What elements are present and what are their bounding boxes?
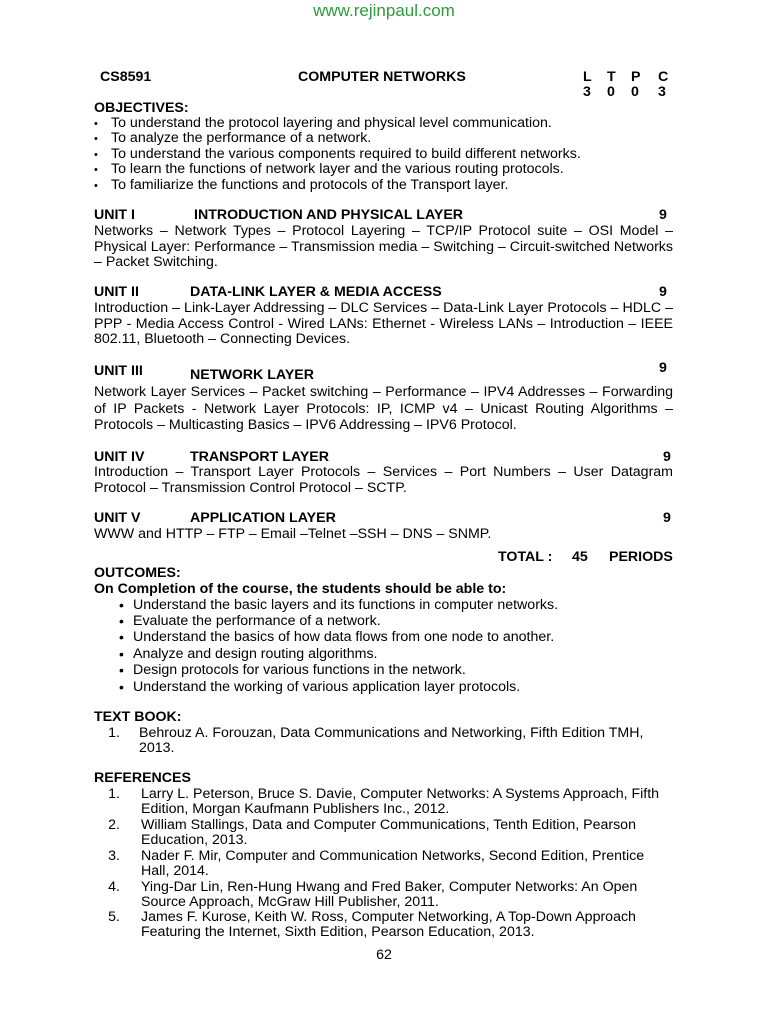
bullet-icon: • bbox=[94, 164, 98, 176]
unit-title: TRANSPORT LAYER bbox=[190, 449, 329, 465]
item-text-line1: William Stallings, Data and Computer Communications, Tenth Edition, Pearson bbox=[141, 817, 636, 833]
item-text-line2: Source Approach, McGraw Hill Publisher, 2011. bbox=[141, 894, 439, 910]
objectives-heading: OBJECTIVES: bbox=[94, 100, 189, 116]
references-heading: REFERENCES bbox=[94, 770, 191, 786]
outcome-text: Evaluate the performance of a network. bbox=[133, 613, 381, 629]
item-text-line1: James F. Kurose, Keith W. Ross, Computer Networking, A Top-Down Approach bbox=[141, 909, 636, 925]
bullet-icon: • bbox=[94, 180, 98, 192]
website-link[interactable]: www.rejinpaul.com bbox=[313, 1, 455, 20]
unit-title: APPLICATION LAYER bbox=[190, 510, 336, 526]
ltpc-value-c: 3 bbox=[658, 84, 666, 100]
bullet-icon: • bbox=[94, 133, 98, 145]
outcomes-heading: OUTCOMES: bbox=[94, 565, 181, 581]
total-label: TOTAL : bbox=[498, 549, 553, 565]
bullet-icon: • bbox=[119, 597, 124, 613]
page-number: 62 bbox=[376, 947, 392, 963]
unit-body: Network Layer Services – Packet switching – Performance – IPV4 Addresses – Forwarding of IP Packets - Network Layer Protocols: IP, ICMP v4 – Unicast Routing Algorithms – Protocols – Multicasting Basics – IPV6 Addressing – IPV6 Protocol. bbox=[94, 384, 673, 433]
bullet-icon: • bbox=[119, 662, 124, 678]
item-text-line1: Ying-Dar Lin, Ren-Hung Hwang and Fred Baker, Computer Networks: An Open bbox=[141, 879, 638, 895]
ltpc-value-l: 3 bbox=[583, 84, 591, 100]
course-code: CS8591 bbox=[100, 69, 152, 85]
unit-body: Introduction – Link-Layer Addressing – DLC Services – Data-Link Layer Protocols – HDLC – PPP - Media Access Control - Wired LANs: Ethernet - Wireless LANs – Introduction – IEEE 802.11, Bluetooth – Connecting Devices. bbox=[94, 300, 673, 347]
outcome-text: Understand the working of various application layer protocols. bbox=[133, 679, 521, 695]
textbook-heading: TEXT BOOK: bbox=[94, 709, 182, 725]
unit-hours: 9 bbox=[663, 510, 671, 526]
item-text-line2: Featuring the Internet, Sixth Edition, Pearson Education, 2013. bbox=[141, 924, 535, 940]
outcome-text: Understand the basic layers and its functions in computer networks. bbox=[133, 597, 559, 613]
unit-hours: 9 bbox=[659, 207, 667, 223]
unit-body: Introduction – Transport Layer Protocols – Services – Port Numbers – User Datagram Protocol – Transmission Control Protocol – SCTP. bbox=[94, 464, 673, 496]
item-text-line1: Larry L. Peterson, Bruce S. Davie, Computer Networks: A Systems Approach, Fifth bbox=[141, 786, 660, 802]
objective-text: To analyze the performance of a network. bbox=[111, 130, 372, 146]
unit-label: UNIT II bbox=[94, 284, 139, 300]
unit-label: UNIT V bbox=[94, 510, 141, 526]
item-number: 1. bbox=[108, 725, 120, 741]
objective-text: To understand the protocol layering and physical level communication. bbox=[111, 115, 552, 131]
outcome-text: Design protocols for various functions in the network. bbox=[133, 662, 466, 678]
item-number: 2. bbox=[108, 817, 120, 833]
bullet-icon: • bbox=[94, 149, 98, 161]
ltpc-value-p: 0 bbox=[631, 84, 639, 100]
item-number: 1. bbox=[108, 786, 120, 802]
unit-hours: 9 bbox=[663, 449, 671, 465]
unit-title: DATA-LINK LAYER & MEDIA ACCESS bbox=[190, 284, 442, 300]
ltpc-label-t: T bbox=[607, 69, 616, 85]
unit-title: NETWORK LAYER bbox=[190, 367, 315, 383]
objective-text: To familiarize the functions and protocols of the Transport layer. bbox=[111, 177, 509, 193]
unit-body: Networks – Network Types – Protocol Layering – TCP/IP Protocol suite – OSI Model – Physical Layer: Performance – Transmission media – Switching – Circuit-switched Networks – Packet Switching. bbox=[94, 223, 673, 270]
unit-body: WWW and HTTP – FTP – Email –Telnet –SSH – DNS – SNMP. bbox=[94, 526, 492, 542]
course-title: COMPUTER NETWORKS bbox=[298, 69, 466, 85]
objective-text: To learn the functions of network layer and the various routing protocols. bbox=[111, 161, 564, 177]
unit-label: UNIT III bbox=[94, 363, 143, 379]
ltpc-label-c: C bbox=[658, 69, 669, 85]
item-number: 4. bbox=[108, 879, 120, 895]
ltpc-label-l: L bbox=[583, 69, 592, 85]
bullet-icon: • bbox=[119, 646, 124, 662]
item-number: 5. bbox=[108, 909, 120, 925]
item-text-line2: 2013. bbox=[139, 740, 175, 756]
item-text-line1: Nader F. Mir, Computer and Communication Networks, Second Edition, Prentice bbox=[141, 848, 645, 864]
outcomes-intro: On Completion of the course, the students should be able to: bbox=[94, 581, 507, 597]
bullet-icon: • bbox=[119, 613, 124, 629]
unit-title: INTRODUCTION AND PHYSICAL LAYER bbox=[194, 207, 464, 223]
total-value: 45 bbox=[572, 549, 588, 565]
bullet-icon: • bbox=[119, 629, 124, 645]
item-number: 3. bbox=[108, 848, 120, 864]
outcome-text: Analyze and design routing algorithms. bbox=[133, 646, 378, 662]
objective-text: To understand the various components required to build different networks. bbox=[111, 146, 581, 162]
unit-label: UNIT I bbox=[94, 207, 135, 223]
ltpc-label-p: P bbox=[631, 69, 641, 85]
total-unit: PERIODS bbox=[609, 549, 673, 565]
bullet-icon: • bbox=[94, 118, 98, 130]
item-text-line2: Hall, 2014. bbox=[141, 863, 209, 879]
unit-hours: 9 bbox=[659, 284, 667, 300]
bullet-icon: • bbox=[119, 679, 124, 695]
unit-label: UNIT IV bbox=[94, 449, 145, 465]
ltpc-value-t: 0 bbox=[607, 84, 615, 100]
item-text-line2: Education, 2013. bbox=[141, 832, 248, 848]
unit-hours: 9 bbox=[659, 360, 667, 376]
item-text-line1: Behrouz A. Forouzan, Data Communications and Networking, Fifth Edition TMH, bbox=[139, 725, 644, 741]
outcome-text: Understand the basics of how data flows from one node to another. bbox=[133, 629, 555, 645]
item-text-line2: Edition, Morgan Kaufmann Publishers Inc., 2012. bbox=[141, 801, 450, 817]
